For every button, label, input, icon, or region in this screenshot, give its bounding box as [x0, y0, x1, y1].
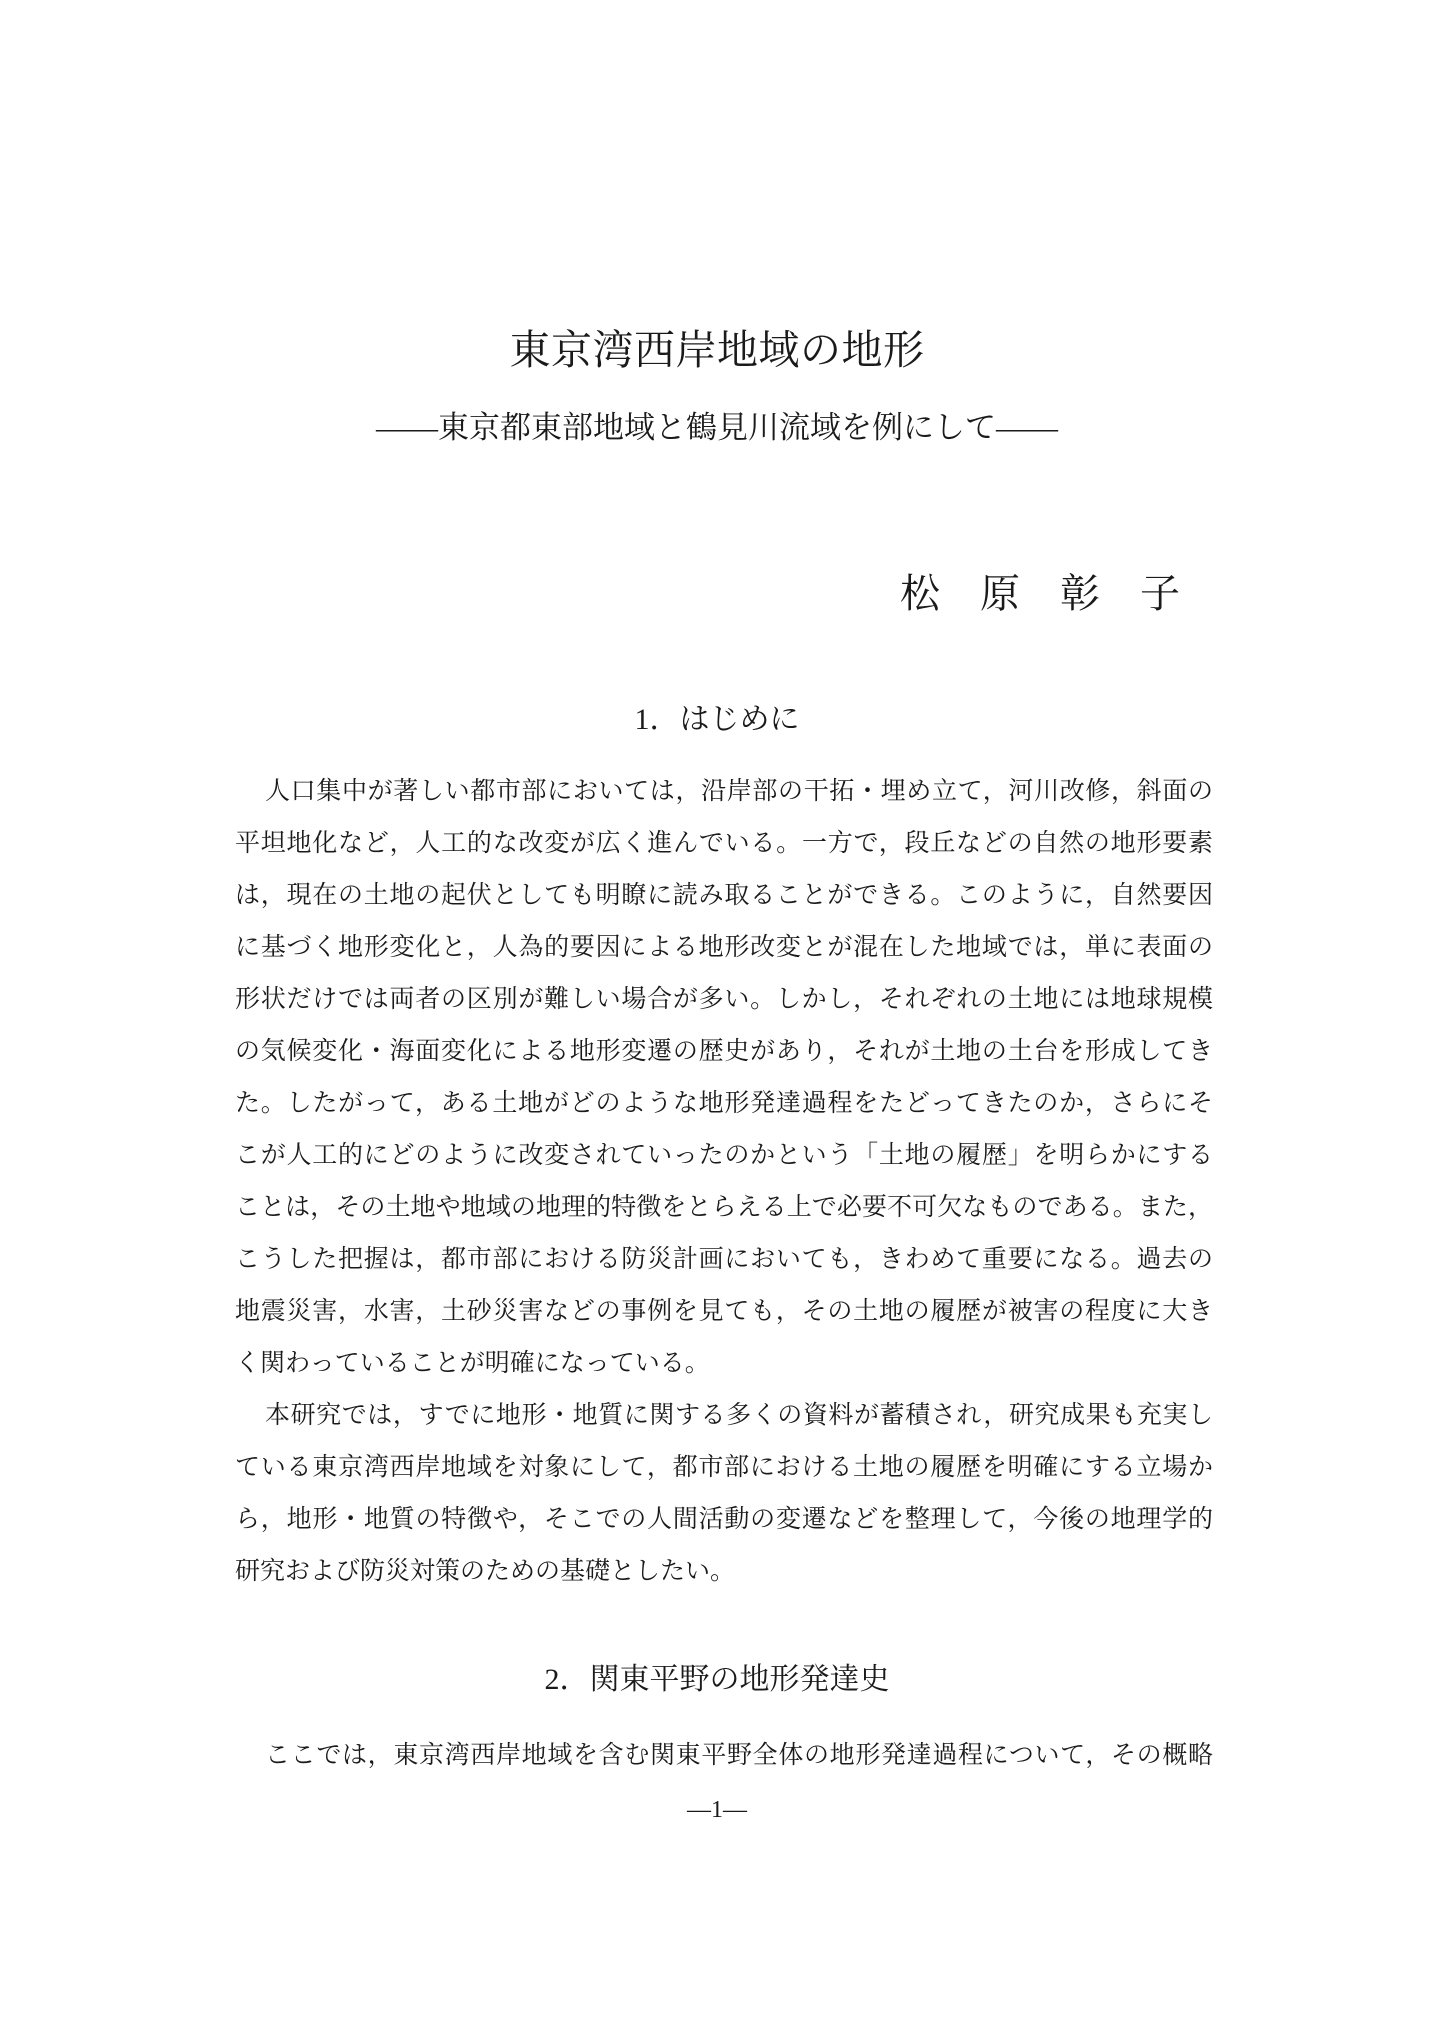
text-line: ここでは，東京湾西岸地域を含む関東平野全体の地形発達過程について，その概略: [265, 1742, 1213, 1769]
text-line: に基づく地形変化と，人為的要因による地形改変とが混在した地域では，単に表面の: [235, 934, 1213, 961]
text-line: こうした把握は，都市部における防災計画においても，きわめて重要になる。過去の: [235, 1246, 1213, 1273]
text-line: ことは，その土地や地域の地理的特徴をとらえる上で必要不可欠なものである。また，: [235, 1194, 1213, 1221]
text-line: 地震災害，水害，土砂災害などの事例を見ても，その土地の履歴が被害の程度に大き: [235, 1298, 1213, 1325]
paragraph: [235, 766, 1213, 1390]
text-line: く関わっていることが明確になっている。: [235, 1350, 710, 1377]
section2-body: [235, 1730, 1213, 1782]
section-heading-2: 2．関東平野の地形発達史: [544, 1663, 890, 1696]
section1-body: [235, 766, 1213, 1598]
text-line: こが人工的にどのように改変されていったのかという「土地の履歴」を明らかにする: [235, 1142, 1213, 1169]
text-line: 人口集中が著しい都市部においては，沿岸部の干拓・埋め立て，河川改修，斜面の: [265, 778, 1213, 805]
text-line: 平坦地化など，人工的な改変が広く進んでいる。一方で，段丘などの自然の地形要素: [235, 830, 1213, 857]
document-subtitle: ——東京都東部地域と鶴見川流域を例にして——: [376, 410, 1058, 445]
text-line: た。したがって，ある土地がどのような地形発達過程をたどってきたのか，さらにそ: [235, 1090, 1213, 1117]
text-line: ている東京湾西岸地域を対象にして，都市部における土地の履歴を明確にする立場か: [235, 1454, 1213, 1481]
paragraph: [235, 1390, 1213, 1598]
document-title: 東京湾西岸地域の地形: [509, 327, 925, 373]
text-line: 形状だけでは両者の区別が難しい場合が多い。しかし，それぞれの土地には地球規模: [235, 986, 1213, 1013]
text-line: 研究および防災対策のための基礎としたい。: [235, 1558, 736, 1585]
text-line: ら，地形・地質の特徴や，そこでの人間活動の変遷などを整理して，今後の地理学的: [235, 1506, 1213, 1533]
author-name: 松 原 彰 子: [900, 571, 1180, 616]
text-line: 本研究では，すでに地形・地質に関する多くの資料が蓄積され，研究成果も充実し: [265, 1402, 1213, 1429]
page-number: —1—: [687, 1797, 747, 1823]
text-line: は，現在の土地の起伏としても明瞭に読み取ることができる。このように，自然要因: [235, 882, 1213, 909]
text-line: の気候変化・海面変化による地形変遷の歴史があり，それが土地の土台を形成してき: [235, 1038, 1213, 1065]
section-heading-1: 1．はじめに: [634, 703, 800, 736]
